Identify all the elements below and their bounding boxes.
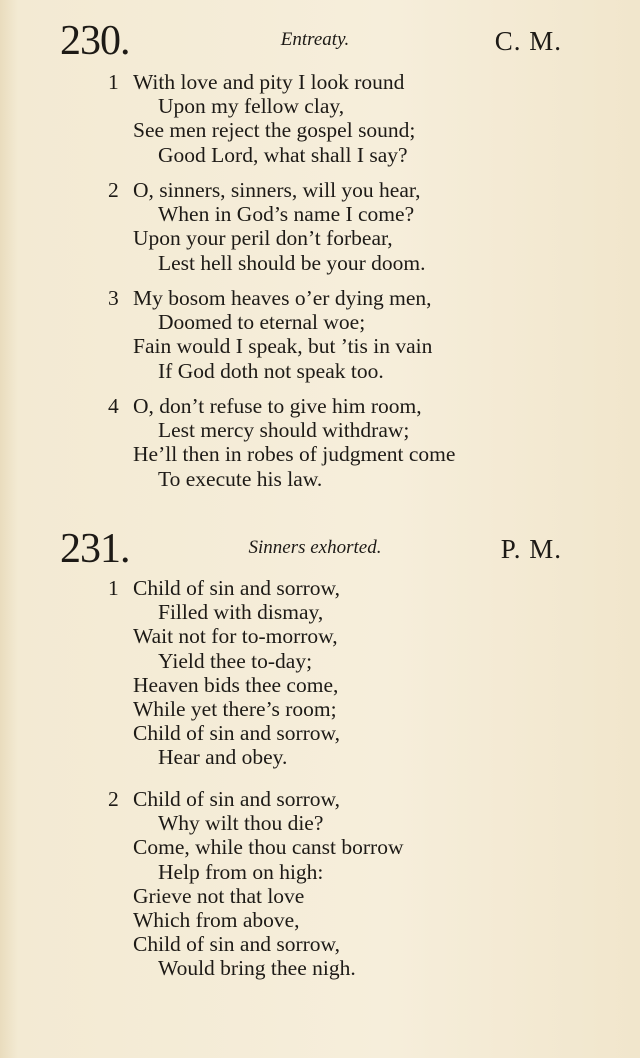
hymn-title: Sinners exhorted.: [248, 537, 382, 558]
verse-line: Upon my fellow clay,: [158, 94, 345, 119]
verse-number: 2: [108, 787, 119, 811]
verse-line: [108, 576, 578, 600]
hymn-header: [60, 18, 570, 64]
hymn-meter: P. M.: [500, 534, 562, 564]
hymn-number: 230.: [60, 18, 130, 64]
verse-line: If God doth not speak too.: [158, 358, 384, 383]
verse-line: [108, 394, 578, 418]
verse-line: Lest hell should be your doom.: [158, 250, 426, 275]
verse-line: Wait not for to-morrow,: [133, 624, 338, 649]
verse-line: He’ll then in robes of judgment come: [133, 442, 456, 467]
verse-line: Upon your peril don’t forbear,: [133, 226, 393, 251]
verse-line: [108, 787, 578, 811]
verse-line: Why wilt thou die?: [158, 811, 324, 836]
verse-line: Good Lord, what shall I say?: [158, 142, 408, 167]
verse-line-text: Child of sin and sorrow,: [133, 787, 341, 811]
verse-line: Fain would I speak, but ’tis in vain: [133, 334, 433, 359]
verse-line: Heaven bids thee come,: [133, 672, 339, 697]
stanza: [108, 576, 578, 770]
stanza: [108, 178, 578, 275]
verse-line: Lest mercy should withdraw;: [158, 418, 410, 443]
verse-line-text: My bosom heaves o’er dying men,: [133, 286, 432, 310]
verse-line: Grieve not that love: [133, 883, 305, 908]
verse-line-text: With love and pity I look round: [133, 70, 405, 94]
verse-number: 2: [108, 178, 119, 202]
hymn-meter: C. M.: [494, 26, 562, 56]
verse-line: [108, 70, 578, 94]
verse-line: Child of sin and sorrow,: [133, 932, 341, 957]
verse-line: See men reject the gospel sound;: [133, 118, 416, 143]
verse-line: Come, while thou canst borrow: [133, 835, 404, 860]
verse-line: Filled with dismay,: [158, 600, 324, 625]
hymn-number: 231.: [60, 526, 130, 572]
verse-line: Which from above,: [133, 908, 300, 933]
verse-line: To execute his law.: [158, 466, 323, 491]
verse-line: When in God’s name I come?: [158, 202, 415, 227]
verse-line-text: O, don’t refuse to give him room,: [133, 394, 422, 418]
verse-number: 1: [108, 70, 119, 94]
verse-line: [108, 178, 578, 202]
hymn-header: [60, 526, 570, 572]
verse-line: While yet there’s room;: [133, 697, 337, 722]
verse-number: 3: [108, 286, 119, 310]
verse-number: 4: [108, 394, 119, 418]
verse-line: [108, 286, 578, 310]
verse-line-text: Child of sin and sorrow,: [133, 576, 341, 600]
verse-number: 1: [108, 576, 119, 600]
verse-line-text: O, sinners, sinners, will you hear,: [133, 178, 421, 202]
verse-line: Would bring thee nigh.: [158, 956, 356, 981]
verse-line: Yield thee to-day;: [158, 648, 313, 673]
verse-line: Doomed to eternal woe;: [158, 310, 366, 335]
verse-line: Hear and obey.: [158, 745, 288, 770]
stanza: [108, 70, 578, 167]
hymn-title: Entreaty.: [280, 29, 350, 50]
verse-line: Child of sin and sorrow,: [133, 721, 341, 746]
verse-line: Help from on high:: [158, 859, 324, 884]
stanza: [108, 394, 578, 491]
stanza: [108, 286, 578, 383]
stanza: [108, 787, 578, 981]
